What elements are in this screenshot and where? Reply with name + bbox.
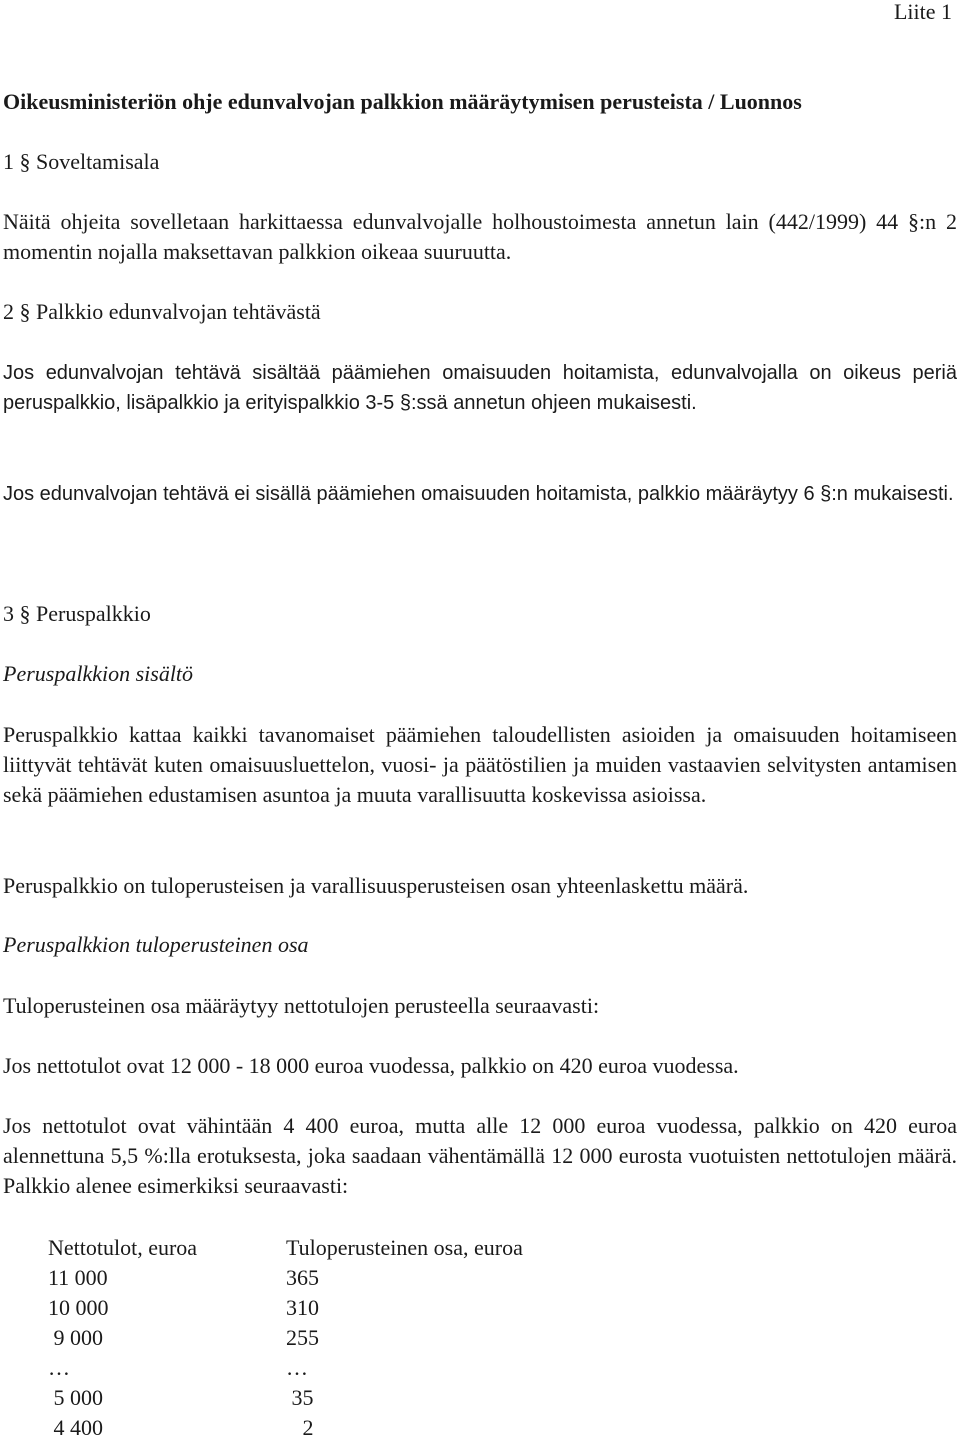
section-2-heading: 2 § Palkkio edunvalvojan tehtävästä [3, 299, 321, 324]
table-cell-fee: 365 [286, 1265, 319, 1290]
table-cell-fee: 255 [286, 1325, 319, 1350]
section-3-paragraph-3: Tuloperusteinen osa määräytyy nettotulojen perusteella seuraavasti: [3, 993, 600, 1018]
section-3-subheading-income: Peruspalkkion tuloperusteinen osa [3, 932, 309, 957]
column-header-net-income: Nettotulot, euroa [48, 1235, 198, 1260]
column-header-income-based-fee: Tuloperusteinen osa, euroa [286, 1235, 523, 1260]
section-3-paragraph-4: Jos nettotulot ovat 12 000 - 18 000 euroa vuodessa, palkkio on 420 euroa vuodessa. [3, 1053, 739, 1078]
section-1-paragraph: Näitä ohjeita sovelletaan harkittaessa edunvalvojalle holhoustoimesta annetun lain (442/1999) 44 §:n 2 momentin nojalla maksettavan palkkion oikeaa suuruutta. [3, 209, 957, 264]
section-3-heading: 3 § Peruspalkkio [3, 601, 151, 626]
table-cell-net-income: 10 000 [48, 1295, 109, 1320]
table-cell-net-income: 11 000 [48, 1265, 108, 1290]
section-3-paragraph-2: Peruspalkkio on tuloperusteisen ja varallisuusperusteisen osan yhteenlaskettu määrä. [3, 873, 749, 898]
table-cell-fee: 2 [286, 1415, 314, 1440]
table-cell-fee: 310 [286, 1295, 319, 1320]
section-2-paragraph-1: Jos edunvalvojan tehtävä sisältää päämiehen omaisuuden hoitamista, edunvalvojalla on oikeus periä peruspalkkio, lisäpalkkio ja erityispalkkio 3-5 §:ssä annetun ohjeen mukaisesti. [3, 362, 957, 414]
section-3-subheading-content: Peruspalkkion sisältö [3, 661, 194, 686]
table-cell-net-income: 9 000 [48, 1325, 103, 1350]
section-3-paragraph-5: Jos nettotulot ovat vähintään 4 400 euroa, mutta alle 12 000 euroa vuodessa, palkkio on 420 euroa alennettuna 5,5 %:lla erotuksesta, joka saadaan vähentämällä 12 000 eurosta vuotuisten nettotulojen määrä. Palkkio alenee esimerkiksi seuraavasti: [3, 1113, 957, 1198]
table-cell-net-income: 5 000 [48, 1385, 103, 1410]
table-cell-fee: 35 [286, 1385, 314, 1410]
section-2-paragraph-2: Jos edunvalvojan tehtävä ei sisällä päämiehen omaisuuden hoitamista, palkkio määräytyy 6 §:n mukaisesti. [3, 483, 954, 505]
document-title: Oikeusministeriön ohje edunvalvojan palkkion määräytymisen perusteista / Luonnos [3, 89, 802, 114]
table-cell-net-income: … [48, 1355, 70, 1380]
appendix-label: Liite 1 [893, 0, 952, 24]
table-cell-fee: … [286, 1355, 308, 1380]
table-cell-net-income: 4 400 [48, 1415, 103, 1440]
section-1-heading: 1 § Soveltamisala [3, 149, 160, 174]
section-3-paragraph-1: Peruspalkkio kattaa kaikki tavanomaiset päämiehen taloudellisten asioiden ja omaisuuden hoitamiseen liittyvät tehtävät kuten omaisuusluettelon, vuosi- ja päätöstilien ja muiden vastaavien selvitysten antamisen sekä päämiehen edustamisen asuntoa ja muuta varallisuutta koskevissa asioissa. [3, 722, 957, 807]
